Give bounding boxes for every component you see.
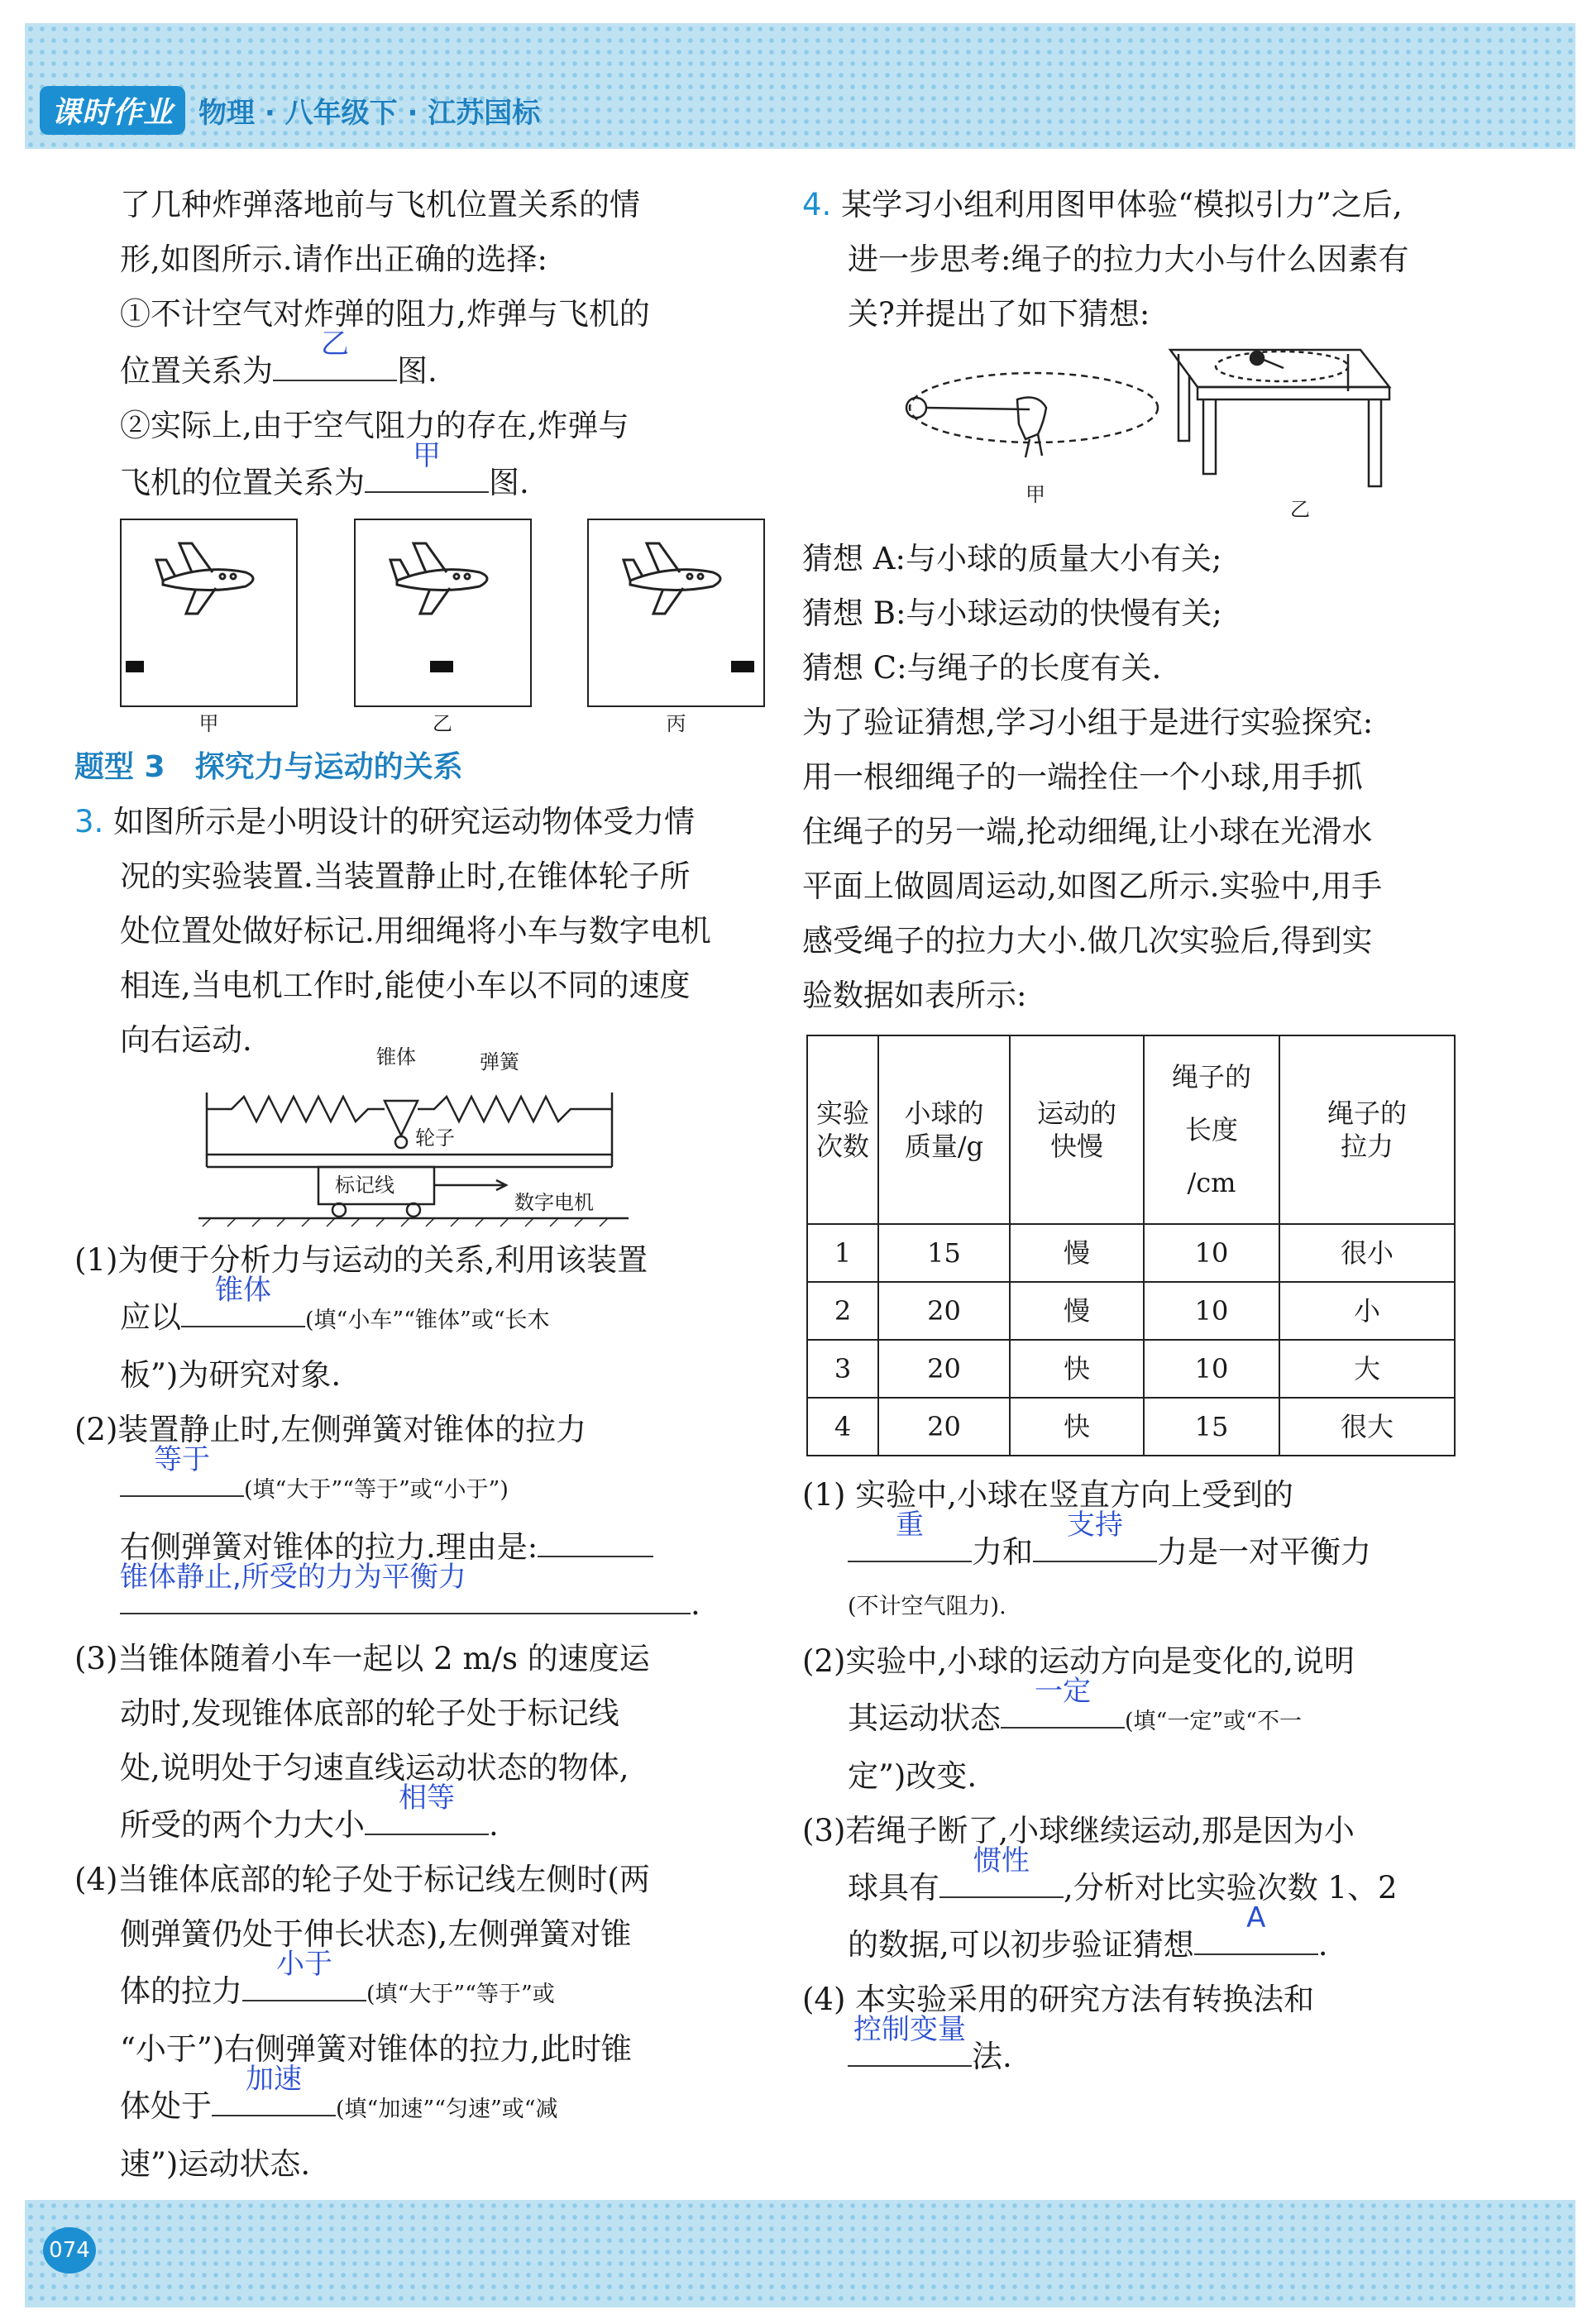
table-cell: 2 (807, 1282, 878, 1340)
answer-text: 锥体静止,所受的力为平衡力 (120, 1561, 466, 1594)
method-line: 验数据如表所示: (802, 978, 1027, 1013)
subject-label: 物理 · 八年级下 · 江苏国标 (198, 96, 541, 130)
table-cell: 很大 (1279, 1398, 1455, 1456)
q4-4-answer-line: 控制变量 法. (802, 2027, 1497, 2084)
table-header: 小球的 质量/g (878, 1035, 1010, 1224)
bomb (731, 661, 754, 672)
plane-figure-bing (587, 519, 765, 740)
plane-figure-jia (120, 519, 298, 740)
table-cell: 慢 (1010, 1224, 1144, 1282)
q2-2-answer-line: 飞机的位置关系为 甲 图. (74, 453, 761, 510)
q4-stem-line: 进一步思考:绳子的拉力大小与什么因素有 (848, 241, 1409, 277)
q4-3-line: (3)若绳子断了,小球继续运动,那是因为小 (802, 1813, 1355, 1848)
q2-1-answer-line: 位置关系为 乙 图. (74, 342, 761, 399)
intro-line: 了几种炸弹落地前与飞机位置关系的情 (120, 187, 640, 222)
method-line: 感受绳子的拉力大小.做几次实验后,得到实 (802, 923, 1373, 959)
q4-2-line: (2)实验中,小球的运动方向是变化的,说明 (802, 1643, 1355, 1679)
plane-figure-yi (354, 519, 532, 740)
method-line: 平面上做圆周运动,如图乙所示.实验中,用手 (802, 868, 1383, 904)
answer-blank[interactable] (212, 2063, 336, 2116)
answer-blank[interactable] (365, 439, 489, 493)
page-header (40, 87, 540, 133)
table-cell: 快 (1010, 1340, 1144, 1398)
apparatus-figure (198, 1045, 629, 1233)
q3-stem-line: 向右运动. (120, 1022, 252, 1058)
q4-3-answer-line: 球具有 惯性 ,分析对比实验次数 1、2 (802, 1858, 1497, 1915)
answer-text: 加速 (246, 2063, 302, 2096)
method-line: 为了验证猜想,学习小组于是进行实验探究: (802, 705, 1374, 740)
answer-text: 小于 (276, 1948, 332, 1981)
answer-blank[interactable] (1033, 1509, 1157, 1562)
q4-2-answer-line: 其运动状态 一定 (填“一定”或“不一 (802, 1689, 1497, 1749)
q3-4-answer-line: 体的拉力 小于 (填“大于”“等于”或 (74, 1962, 761, 2022)
method-line: 用一根细绳子的一端拴住一个小球,用手抓 (802, 759, 1363, 795)
answer-text: 一定 (1035, 1675, 1091, 1708)
answer-text: 重 (896, 1509, 924, 1542)
q4-4-line: (4) 本实验采用的研究方法有转换法和 (802, 1982, 1315, 2017)
q3-stem-line: 况的实验装置.当装置静止时,在锥体轮子所 (120, 858, 691, 894)
question-number: 3. (74, 804, 104, 839)
plane-figures (120, 519, 765, 740)
bomb (430, 661, 453, 672)
answer-text: 甲 (413, 439, 441, 472)
figure-caption: 丙 (666, 712, 686, 735)
q4-stem-line: 关?并提出了如下猜想: (848, 296, 1150, 332)
q3-1-line: 板”)为研究对象. (120, 1357, 342, 1393)
table-header-row (807, 1035, 1455, 1224)
table-cell: 20 (878, 1282, 1010, 1340)
answer-blank[interactable] (848, 1509, 972, 1562)
q4-1-answer-line: 重 力和 支持 力是一对平衡力 (802, 1523, 1497, 1580)
q3-3-line: 处,说明处于匀速直线运动状态的物体, (120, 1750, 629, 1786)
q3-2-line: (2)装置静止时,左侧弹簧对锥体的拉力 (74, 1412, 587, 1447)
figure-caption: 甲 (198, 712, 219, 735)
table-cell: 小 (1279, 1282, 1455, 1340)
table-cell: 很小 (1279, 1224, 1455, 1282)
table-cell: 4 (807, 1398, 878, 1456)
table-cell: 15 (878, 1224, 1010, 1282)
label-cone: 锥体 (376, 1045, 416, 1069)
answer-text: 等于 (154, 1443, 210, 1476)
figure-caption: 乙 (433, 712, 452, 735)
answer-text: 惯性 (973, 1844, 1030, 1877)
q3-2-line: 右侧弹簧对锥体的拉力.理由是: (74, 1518, 761, 1575)
q4-figures (901, 342, 1431, 532)
answer-text: 支持 (1067, 1509, 1123, 1542)
answer-blank[interactable] (1001, 1675, 1125, 1729)
q3-3-answer-line: 所受的两个力大小 相等 . (74, 1796, 761, 1853)
q3-2-reason-line: 锥体静止,所受的力为平衡力 . (74, 1575, 761, 1632)
answer-text: 锥体 (215, 1274, 271, 1307)
guess-a: 猜想 A:与小球的质量大小有关; (802, 541, 1222, 576)
q3-4-answer-line: 体处于 加速 (填“加速”“匀速”或“减 (74, 2077, 761, 2137)
answer-text: A (1246, 1901, 1266, 1934)
answer-text: 相等 (399, 1781, 455, 1815)
table-cell: 10 (1144, 1282, 1279, 1340)
label-spring: 弹簧 (480, 1050, 519, 1074)
question-number: 4. (802, 187, 832, 222)
q3-4-line: (4)当锥体底部的轮子处于标记线左侧时(两 (74, 1862, 650, 1897)
rotation-experiment-diagram (901, 342, 1431, 532)
right-column (802, 178, 1497, 2084)
table-header: 实验 次数 (807, 1035, 878, 1224)
label-wheel: 轮子 (415, 1126, 455, 1150)
intro-line: 形,如图所示.请作出正确的选择: (120, 241, 547, 277)
figure-caption: 甲 (1025, 483, 1045, 506)
airplane-icon (356, 520, 529, 704)
method-line: 住绳子的另一端,抡动细绳,让小球在光滑水 (802, 814, 1373, 849)
bottom-decor-band (25, 2200, 1575, 2307)
data-table (806, 1035, 1456, 1456)
left-column (74, 178, 761, 2192)
q3-1-answer-line: 应以 锥体 (填“小车”“锥体”或“长木 (74, 1288, 761, 1348)
answer-blank[interactable] (1194, 1901, 1318, 1955)
series-logo: 课时作业 (40, 86, 185, 135)
q4-2-line: 定”)改变. (848, 1758, 978, 1794)
q3-stem-line: 相连,当电机工作时,能使小车以不同的速度 (120, 968, 691, 1003)
table-cell: 10 (1144, 1340, 1279, 1398)
guess-b: 猜想 B:与小球运动的快慢有关; (802, 595, 1222, 631)
q4-1-line: (不计空气阻力). (848, 1594, 1006, 1619)
answer-text: 乙 (321, 328, 349, 361)
q2-1-text: ①不计空气对炸弹的阻力,炸弹与飞机的 (120, 296, 650, 332)
table-row (807, 1224, 1455, 1282)
table-cell: 慢 (1010, 1282, 1144, 1340)
q4-1-line: (1) 实验中,小球在竖直方向上受到的 (802, 1477, 1293, 1513)
answer-blank[interactable] (939, 1844, 1064, 1898)
q4-stem-line: 4. 某学习小组利用图甲体验“模拟引力”之后, (802, 187, 1403, 222)
table-row (807, 1340, 1455, 1398)
q4-3-answer-line: 的数据,可以初步验证猜想 A . (802, 1915, 1497, 1973)
q3-stem-line: 3. 如图所示是小明设计的研究运动物体受力情 (74, 804, 696, 839)
q3-4-line: 速”)运动状态. (120, 2146, 311, 2182)
table-cell: 大 (1279, 1340, 1455, 1398)
answer-blank[interactable] (120, 1443, 244, 1497)
q3-3-line: (3)当锥体随着小车一起以 2 m/s 的速度运 (74, 1641, 650, 1676)
q3-4-line: 侧弹簧仍处于伸长状态),左侧弹簧对锥 (120, 1916, 632, 1952)
section-title: 题型 3 探究力与运动的关系 (74, 750, 463, 784)
q3-4-line: “小于”)右侧弹簧对锥体的拉力,此时锥 (120, 2031, 633, 2067)
answer-blank[interactable] (242, 1948, 366, 2001)
q2-2-text: ②实际上,由于空气阻力的存在,炸弹与 (120, 408, 629, 443)
answer-blank[interactable] (365, 1781, 489, 1835)
bomb (126, 661, 144, 672)
guess-c: 猜想 C:与绳子的长度有关. (802, 650, 1162, 686)
page-number: 074 (43, 2227, 96, 2274)
answer-text: 控制变量 (853, 2013, 966, 2046)
q3-2-answer-line: 等于 (填“大于”“等于”或“小于”) (74, 1457, 761, 1518)
table-cell: 1 (807, 1224, 878, 1282)
table-header: 绳子的 长度 /cm (1144, 1035, 1279, 1224)
table-cell: 20 (878, 1398, 1010, 1456)
figure-caption: 乙 (1290, 498, 1310, 521)
airplane-icon (122, 520, 295, 704)
table-cell: 15 (1144, 1398, 1279, 1456)
table-cell: 10 (1144, 1224, 1279, 1282)
table-row (807, 1398, 1455, 1456)
table-row (807, 1282, 1455, 1340)
q3-1-line: (1)为便于分析力与运动的关系,利用该装置 (74, 1242, 648, 1278)
q3-3-line: 动时,发现锥体底部的轮子处于标记线 (120, 1695, 619, 1731)
airplane-icon (589, 520, 763, 704)
table-header: 运动的 快慢 (1010, 1035, 1144, 1224)
answer-blank[interactable] (273, 328, 397, 381)
answer-blank[interactable] (181, 1274, 305, 1327)
label-motor: 数字电机 (514, 1191, 594, 1214)
table-cell: 快 (1010, 1398, 1144, 1456)
table-cell: 3 (807, 1340, 878, 1398)
label-mark-line: 标记线 (335, 1174, 394, 1197)
q3-stem-line: 处位置处做好标记.用细绳将小车与数字电机 (120, 913, 711, 949)
table-cell: 20 (878, 1340, 1010, 1398)
reason-blank[interactable] (120, 1561, 691, 1614)
table-header: 绳子的 拉力 (1279, 1035, 1455, 1224)
